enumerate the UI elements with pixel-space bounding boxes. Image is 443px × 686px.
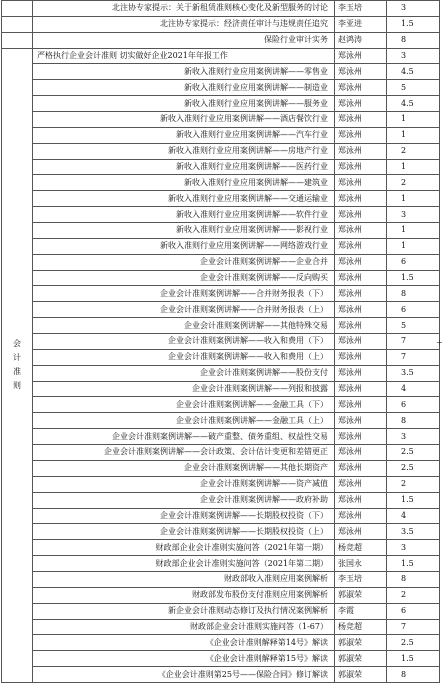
credit-hours: 8 bbox=[387, 413, 440, 429]
course-name: 《企业会计准则第25号——保险合同》修订解读 bbox=[33, 667, 335, 683]
credit-hours: 4 bbox=[387, 508, 440, 524]
teacher-name: 郑泳州 bbox=[335, 429, 387, 445]
course-name: 企业会计准则案例讲解——企业合并 bbox=[33, 254, 335, 270]
course-name: 《企业会计准则解释第15号》解读 bbox=[33, 651, 335, 667]
teacher-name: 郑泳州 bbox=[335, 508, 387, 524]
course-name: 北注协专家提示：经济责任审计与违规责任追究 bbox=[33, 16, 335, 32]
teacher-name: 郑泳州 bbox=[335, 349, 387, 365]
table-row bbox=[2, 223, 440, 239]
teacher-name: 郑泳州 bbox=[335, 127, 387, 143]
course-name: 新收入准则行业应用案例讲解——交通运输业 bbox=[33, 191, 335, 207]
teacher-name: 郑泳州 bbox=[335, 112, 387, 128]
credit-hours: 6 bbox=[387, 603, 440, 619]
credit-hours: 2 bbox=[387, 587, 440, 603]
teacher-name: 郑泳州 bbox=[335, 159, 387, 175]
table-row bbox=[2, 112, 440, 128]
credit-hours: 1 bbox=[387, 159, 440, 175]
course-name: 企业会计准则案例讲解——股份支付 bbox=[33, 365, 335, 381]
course-name: 企业会计准则案例讲解——其他长期资产 bbox=[33, 460, 335, 476]
teacher-name: 李霞 bbox=[335, 603, 387, 619]
course-name: 企业会计准则案例讲解——破产重整、债务重组、权益性交易 bbox=[33, 429, 335, 445]
course-name: 新收入准则行业应用案例讲解——服务业 bbox=[33, 96, 335, 112]
table-row bbox=[2, 508, 440, 524]
course-name: 企业会计准则案例讲解——政府补助 bbox=[33, 492, 335, 508]
category-cell-empty bbox=[2, 32, 33, 48]
teacher-name: 杨竞超 bbox=[335, 540, 387, 556]
credit-hours: 1.5 bbox=[387, 16, 440, 32]
table-row bbox=[2, 318, 440, 334]
course-name: 新收入准则行业应用案例讲解——房地产行业 bbox=[33, 143, 335, 159]
teacher-name: 郑泳州 bbox=[335, 175, 387, 191]
teacher-name: 郑泳州 bbox=[335, 365, 387, 381]
teacher-name: 郑泳州 bbox=[335, 96, 387, 112]
course-name: 企业会计准则案例讲解——长期股权投资（上） bbox=[33, 524, 335, 540]
course-name: 企业会计准则案例讲解——金融工具（下） bbox=[33, 397, 335, 413]
teacher-name: 郑泳州 bbox=[335, 302, 387, 318]
credit-hours: 6 bbox=[387, 302, 440, 318]
course-name: 企业会计准则案例讲解——会计政策、会计估计变更和差错更正 bbox=[33, 445, 335, 461]
teacher-name: 郑泳州 bbox=[335, 397, 387, 413]
teacher-name: 杨竞超 bbox=[335, 619, 387, 635]
course-name: 新企业会计准则动态修订及执行情况案例解析 bbox=[33, 603, 335, 619]
credit-hours: 4.5 bbox=[387, 64, 440, 80]
table-row bbox=[2, 254, 440, 270]
table-row bbox=[2, 207, 440, 223]
category-label: 会计准则 bbox=[13, 339, 21, 391]
teacher-name: 郑泳州 bbox=[335, 381, 387, 397]
credit-hours: 2 bbox=[387, 143, 440, 159]
teacher-name: 郑泳州 bbox=[335, 254, 387, 270]
credit-hours: 6 bbox=[387, 397, 440, 413]
course-name: 财政部企业会计准则实施问答（2021年第一期） bbox=[33, 540, 335, 556]
course-name: 企业会计准则案例讲解——其他特殊交易 bbox=[33, 318, 335, 334]
teacher-name: 郑泳州 bbox=[335, 492, 387, 508]
course-name: 企业会计准则案例讲解——合并财务报表（下） bbox=[33, 286, 335, 302]
course-name: 保险行业审计实务 bbox=[33, 32, 335, 48]
table-row bbox=[2, 80, 440, 96]
course-name: 新收入准则行业应用案例讲解——网络游戏行业 bbox=[33, 238, 335, 254]
credit-hours: 1 bbox=[387, 127, 440, 143]
table-row bbox=[2, 191, 440, 207]
table-row bbox=[2, 651, 440, 667]
course-name: 新收入准则行业应用案例讲解——制造业 bbox=[33, 80, 335, 96]
course-name: 新收入准则行业应用案例讲解——软件行业 bbox=[33, 207, 335, 223]
credit-hours: 6 bbox=[387, 254, 440, 270]
course-name: 新收入准则行业应用案例讲解——建筑业 bbox=[33, 175, 335, 191]
table-row bbox=[2, 540, 440, 556]
credit-hours: 1 bbox=[387, 223, 440, 239]
teacher-name: 郑泳州 bbox=[335, 223, 387, 239]
teacher-name: 李玉培 bbox=[335, 571, 387, 587]
credit-hours: 3 bbox=[387, 1, 440, 17]
teacher-name: 郑泳州 bbox=[335, 143, 387, 159]
course-name: 《企业会计准则解释第14号》解读 bbox=[33, 635, 335, 651]
table-row bbox=[2, 476, 440, 492]
table-row bbox=[2, 445, 440, 461]
credit-hours: 8 bbox=[387, 571, 440, 587]
teacher-name: 郑泳州 bbox=[335, 286, 387, 302]
course-table bbox=[1, 0, 443, 683]
credit-hours: 3 bbox=[387, 429, 440, 445]
table-row bbox=[2, 619, 440, 635]
course-name: 新收入准则行业应用案例讲解——酒店餐饮行业 bbox=[33, 112, 335, 128]
credit-hours: 4 bbox=[387, 381, 440, 397]
teacher-name: 郑泳州 bbox=[335, 334, 387, 350]
teacher-name: 李亚进 bbox=[335, 16, 387, 32]
table-row bbox=[2, 270, 440, 286]
teacher-name: 郑泳州 bbox=[335, 445, 387, 461]
course-name: 新收入准则行业应用案例讲解——零售业 bbox=[33, 64, 335, 80]
table-row bbox=[2, 175, 440, 191]
course-name: 北注协专家提示：关于新租赁准则核心变化及新型服务的讨论 bbox=[33, 1, 335, 17]
table-row bbox=[2, 587, 440, 603]
table-row bbox=[2, 1, 440, 17]
credit-hours: 2 bbox=[387, 175, 440, 191]
course-name: 新收入准则行业应用案例讲解——汽车行业 bbox=[33, 127, 335, 143]
credit-hours: 2.5 bbox=[387, 635, 440, 651]
table-row bbox=[2, 571, 440, 587]
course-name: 财政部发布股份支付准则应用案例解析 bbox=[33, 587, 335, 603]
table-row bbox=[2, 667, 440, 683]
table-row bbox=[2, 460, 440, 476]
teacher-name: 郑泳州 bbox=[335, 460, 387, 476]
table-row bbox=[2, 32, 440, 48]
teacher-name: 李玉培 bbox=[335, 1, 387, 17]
table-row bbox=[2, 381, 440, 397]
credit-hours: 1 bbox=[387, 238, 440, 254]
teacher-name: 张国永 bbox=[335, 556, 387, 572]
scroll-marker-icon[interactable]: + bbox=[436, 338, 443, 347]
course-name: 严格执行企业会计准则 切实做好企业2021年年报工作 bbox=[33, 48, 335, 64]
table-row bbox=[2, 64, 440, 80]
credit-hours: 2 bbox=[387, 476, 440, 492]
table-row bbox=[2, 603, 440, 619]
table-row bbox=[2, 524, 440, 540]
table-row bbox=[2, 127, 440, 143]
course-name: 企业会计准则案例讲解——反向购买 bbox=[33, 270, 335, 286]
teacher-name: 郑泳州 bbox=[335, 413, 387, 429]
course-name: 企业会计准则案例讲解——收入和费用（下） bbox=[33, 334, 335, 350]
table-row bbox=[2, 48, 440, 64]
credit-hours: 5 bbox=[387, 318, 440, 334]
credit-hours: 8 bbox=[387, 286, 440, 302]
credit-hours: 4.5 bbox=[387, 96, 440, 112]
table-row bbox=[2, 397, 440, 413]
table-row bbox=[2, 286, 440, 302]
table-row bbox=[2, 143, 440, 159]
table-row bbox=[2, 159, 440, 175]
credit-hours: 2.5 bbox=[387, 460, 440, 476]
category-cell-empty bbox=[2, 16, 33, 32]
credit-hours: 1 bbox=[387, 112, 440, 128]
credit-hours: 1.5 bbox=[387, 651, 440, 667]
teacher-name: 赵鸿涛 bbox=[335, 32, 387, 48]
course-name: 新收入准则行业应用案例讲解——影视行业 bbox=[33, 223, 335, 239]
credit-hours: 3 bbox=[387, 207, 440, 223]
credit-hours: 2.5 bbox=[387, 445, 440, 461]
table-row bbox=[2, 16, 440, 32]
credit-hours: 7 bbox=[387, 619, 440, 635]
teacher-name: 郑泳州 bbox=[335, 48, 387, 64]
teacher-name: 郑泳州 bbox=[335, 207, 387, 223]
credit-hours: 1.5 bbox=[387, 492, 440, 508]
table-row bbox=[2, 556, 440, 572]
credit-hours: 3 bbox=[387, 48, 440, 64]
course-name: 财政部企业会计准则实施问答（1-67） bbox=[33, 619, 335, 635]
teacher-name: 郑泳州 bbox=[335, 318, 387, 334]
credit-hours: 1 bbox=[387, 191, 440, 207]
course-name: 财政部企业会计准则实施问答（2021年第二期） bbox=[33, 556, 335, 572]
table-row bbox=[2, 238, 440, 254]
category-cell-empty bbox=[2, 1, 33, 17]
table-row bbox=[2, 365, 440, 381]
credit-hours: 1.5 bbox=[387, 556, 440, 572]
credit-hours: 7 bbox=[387, 334, 440, 350]
credit-hours: 8 bbox=[387, 32, 440, 48]
category-cell bbox=[2, 48, 33, 682]
teacher-name: 郑泳州 bbox=[335, 191, 387, 207]
course-name: 企业会计准则案例讲解——资产减值 bbox=[33, 476, 335, 492]
teacher-name: 郭淑荣 bbox=[335, 667, 387, 683]
course-name: 企业会计准则案例讲解——合并财务报表（上） bbox=[33, 302, 335, 318]
teacher-name: 郑泳州 bbox=[335, 238, 387, 254]
table-row bbox=[2, 349, 440, 365]
table-row bbox=[2, 334, 440, 350]
table-row bbox=[2, 635, 440, 651]
credit-hours: 1.5 bbox=[387, 270, 440, 286]
table-row bbox=[2, 492, 440, 508]
table-row bbox=[2, 96, 440, 112]
table-row bbox=[2, 413, 440, 429]
course-name: 企业会计准则案例讲解——列报和披露 bbox=[33, 381, 335, 397]
teacher-name: 郭淑荣 bbox=[335, 635, 387, 651]
course-name: 企业会计准则案例讲解——金融工具（上） bbox=[33, 413, 335, 429]
course-name: 企业会计准则案例讲解——长期股权投资（下） bbox=[33, 508, 335, 524]
teacher-name: 郭淑荣 bbox=[335, 587, 387, 603]
credit-hours: 5 bbox=[387, 80, 440, 96]
teacher-name: 郑泳州 bbox=[335, 80, 387, 96]
course-name: 新收入准则行业应用案例讲解——医药行业 bbox=[33, 159, 335, 175]
teacher-name: 郑泳州 bbox=[335, 524, 387, 540]
table-row bbox=[2, 429, 440, 445]
credit-hours: 3.5 bbox=[387, 365, 440, 381]
credit-hours: 7 bbox=[387, 349, 440, 365]
course-name: 企业会计准则案例讲解——收入和费用（上） bbox=[33, 349, 335, 365]
teacher-name: 郑泳州 bbox=[335, 64, 387, 80]
credit-hours: 8 bbox=[387, 667, 440, 683]
credit-hours: 3 bbox=[387, 540, 440, 556]
teacher-name: 郭淑荣 bbox=[335, 651, 387, 667]
teacher-name: 郑泳州 bbox=[335, 476, 387, 492]
teacher-name: 郑泳州 bbox=[335, 270, 387, 286]
course-name: 财政部收入准则应用案例解析 bbox=[33, 571, 335, 587]
table-row bbox=[2, 302, 440, 318]
credit-hours: 3.5 bbox=[387, 524, 440, 540]
